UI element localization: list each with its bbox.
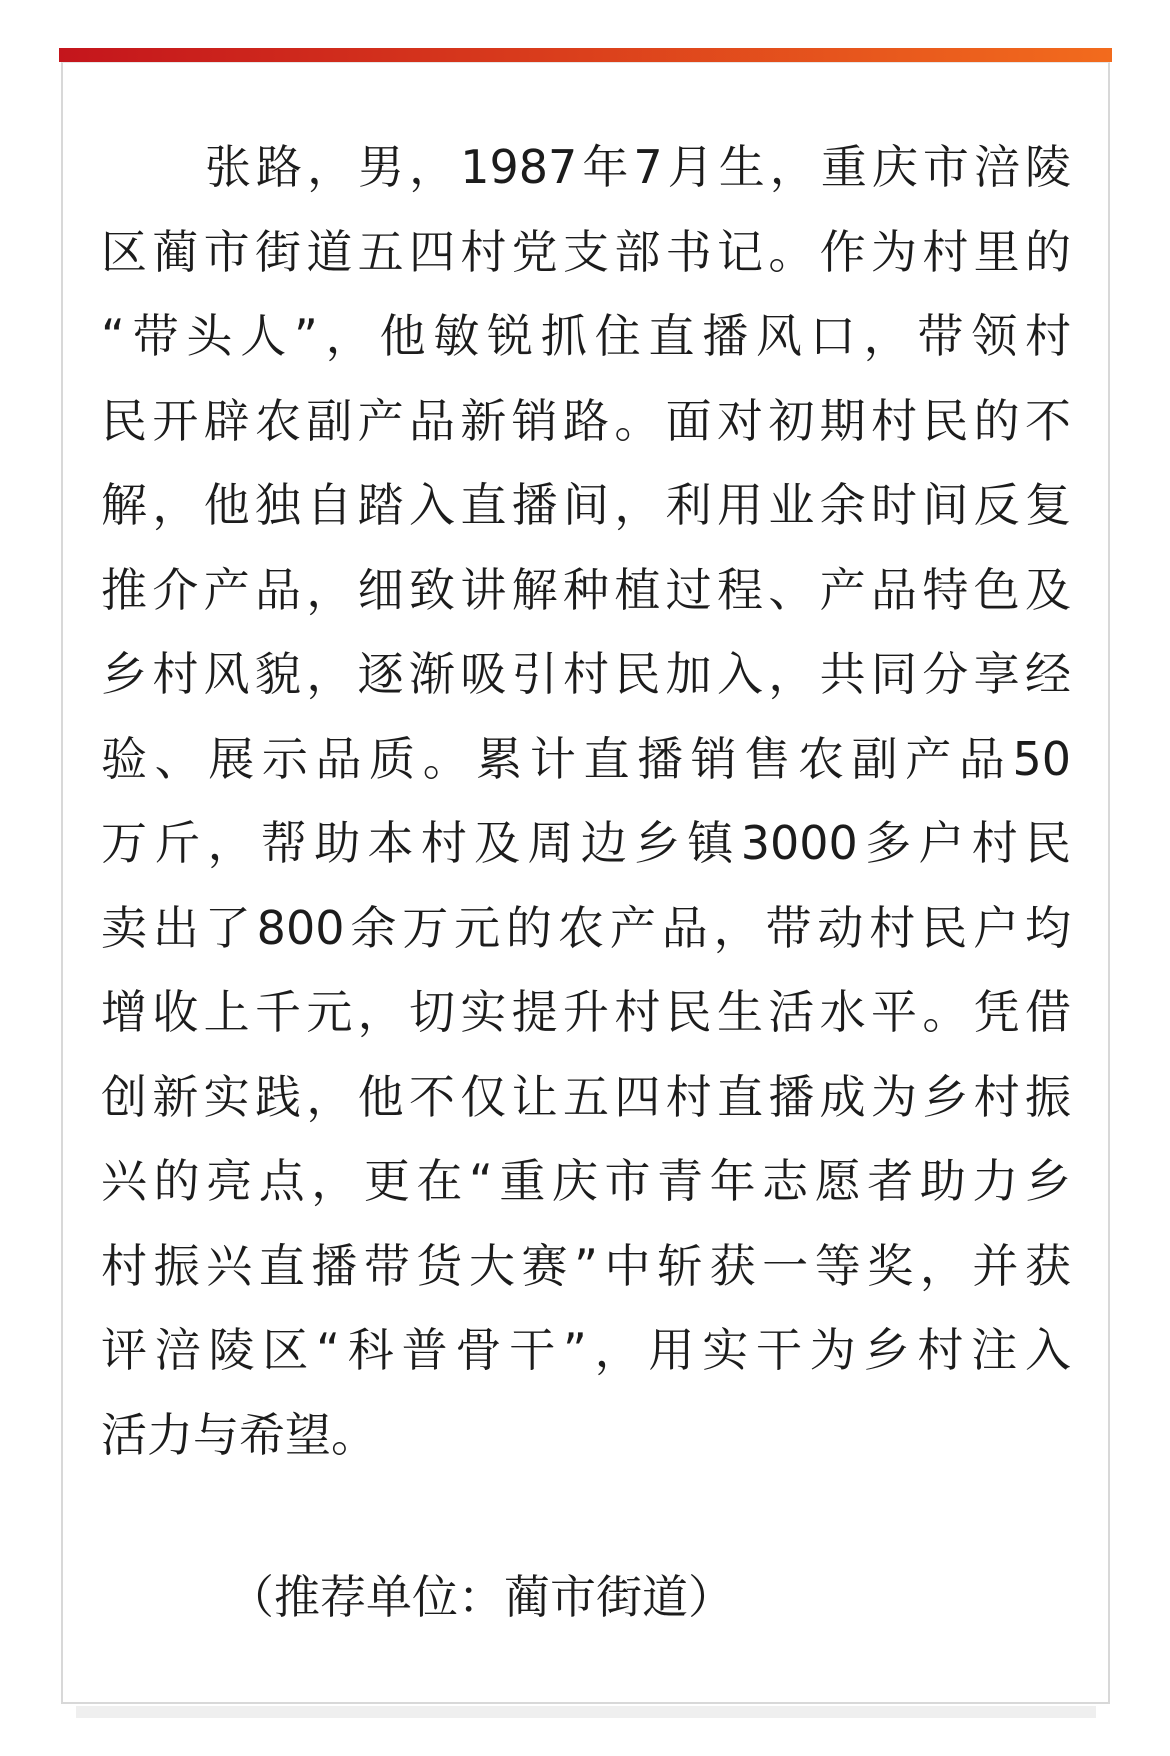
paragraph-line: 活力与希望。 [101, 1407, 377, 1462]
article-paragraph [101, 125, 1071, 1477]
card-shadow [76, 1706, 1096, 1718]
paragraph-line: 卖出了800余万元的农产品，带动村民户均 [101, 900, 1071, 955]
paragraph-line: 解，他独自踏入直播间，利用业余时间反复 [101, 478, 1071, 532]
accent-gradient-bar [59, 48, 1112, 62]
paragraph-line: 村振兴直播带货大赛”中斩获一等奖，并获 [101, 1238, 1071, 1293]
paragraph-line: “带头人”，他敏锐抓住直播风口，带领村 [101, 309, 1071, 363]
paragraph-line: 增收上千元，切实提升村民生活水平。凭借 [101, 985, 1071, 1039]
paragraph-line: 评涪陵区“科普骨干”，用实干为乡村注入 [101, 1323, 1071, 1377]
paragraph-line: 民开辟农副产品新销路。面对初期村民的不 [101, 393, 1071, 448]
paragraph-line: 创新实践，他不仅让五四村直播成为乡村振 [101, 1069, 1071, 1124]
paragraph-line: 区蔺市街道五四村党支部书记。作为村里的 [101, 224, 1071, 279]
paragraph-line: 兴的亮点，更在“重庆市青年志愿者助力乡 [101, 1154, 1071, 1208]
paragraph-line: 推介产品，细致讲解种植过程、产品特色及 [101, 562, 1071, 617]
paragraph-line: 万斤，帮助本村及周边乡镇3000多户村民 [101, 816, 1071, 870]
recommending-unit: （推荐单位：蔺市街道） [228, 1570, 734, 1624]
paragraph-line: 乡村风貌，逐渐吸引村民加入，共同分享经 [101, 647, 1071, 701]
paragraph-line: 张路，男，1987年7月生，重庆市涪陵 [205, 140, 1071, 194]
paragraph-line: 验、展示品质。累计直播销售农副产品50 [101, 731, 1071, 786]
